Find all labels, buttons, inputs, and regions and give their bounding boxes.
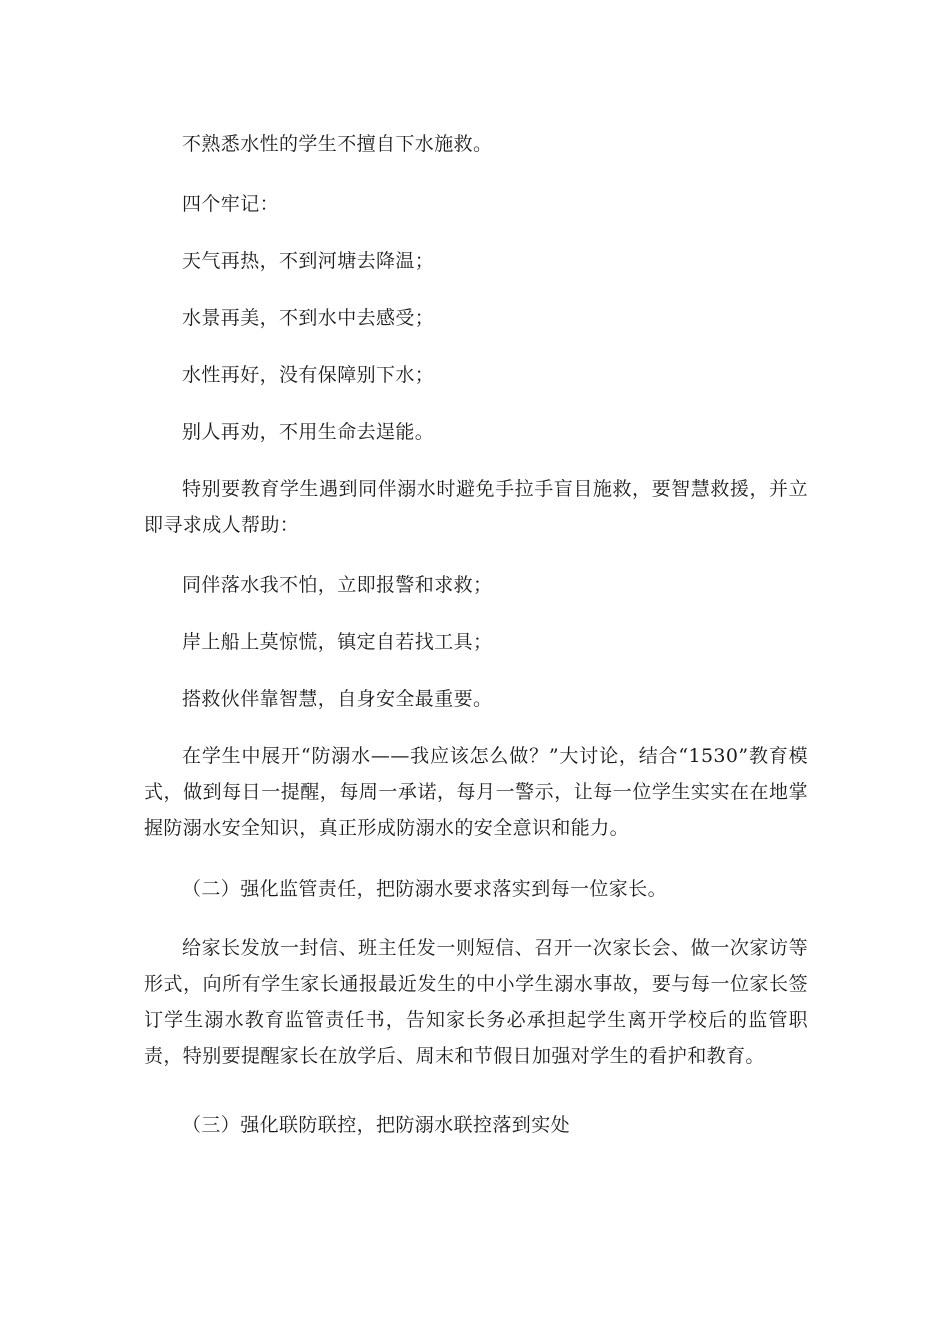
paragraph-rescue-education: 特别要教育学生遇到同伴溺水时避免手拉手盲目施救，要智慧救援，并立即寻求成人帮助： [144,478,808,536]
paragraph-four-remember: 四个牢记： [182,193,280,215]
paragraph-swimming: 水性再好，没有保障别下水； [182,364,435,386]
paragraph-no-rescue: 不熟悉水性的学生不擅自下水施救。 [182,133,493,155]
paragraph-weather: 天气再热，不到河塘去降温； [182,250,435,272]
paragraph-scenery: 水景再美，不到水中去感受； [182,307,435,329]
section-heading-two: （二）强化监管责任，把防溺水要求落实到每一位家长。 [182,878,668,900]
paragraph-persuade: 别人再劝，不用生命去逞能。 [182,421,435,443]
paragraph-wisdom: 搭救伙伴靠智慧，自身安全最重要。 [182,688,493,710]
section-heading-three: （三）强化联防联控，把防溺水联控落到实处 [182,1114,571,1136]
paragraph-discussion: 在学生中展开“防溺水——我应该怎么做？”大讨论，结合“1530”教育模式，做到每日一提醒，每周一承诺，每月一警示，让每一位学生实实在在地掌握防溺水安全知识，真正形成防溺水的安全意识和能力。 [144,745,808,839]
paragraph-parents: 给家长发放一封信、班主任发一则短信、召开一次家长会、做一次家访等形式，向所有学生家长通报最近发生的中小学生溺水事故，要与每一位家长签订学生溺水教育监管责任书，告知家长务必承担起学生离开学校后的监管职责，特别要提醒家长在放学后、周末和节假日加强对学生的看护和教育。 [144,937,808,1067]
paragraph-companion-falls: 同伴落水我不怕，立即报警和求救； [182,574,493,596]
paragraph-stay-calm: 岸上船上莫惊慌，镇定自若找工具； [182,631,493,653]
